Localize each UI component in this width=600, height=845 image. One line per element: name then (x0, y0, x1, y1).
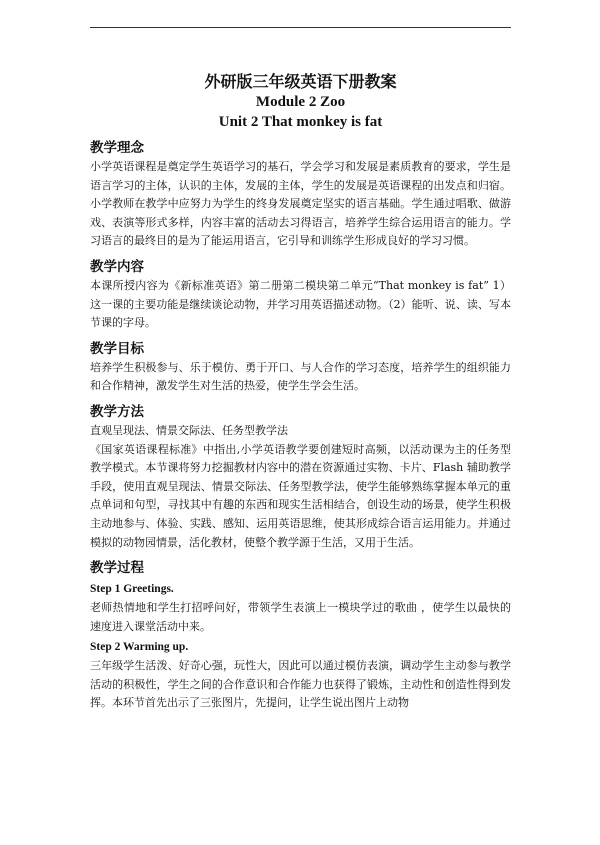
section-methods-list: 直观呈现法、情景交际法、任务型教学法 (90, 423, 288, 437)
header-rule (90, 27, 511, 28)
section-body-content: 本课所授内容为《新标准英语》第二册第二模块第二单元“That monkey is fat” 1）这一课的主要功能是继续谈论动物，并学习用英语描述动物。（2）能听、说、读、写本节课的字母。 (90, 278, 511, 330)
section-heading-philosophy: 教学理念 (90, 140, 144, 156)
step1-body: 老师热情地和学生打招呼问好，带领学生表演上一模块学过的歌曲 ，使学生以最快的速度进入课堂活动中来。 (90, 601, 511, 633)
section-heading-content: 教学内容 (90, 258, 144, 275)
section-heading-objectives: 教学目标 (90, 340, 144, 357)
document-title: 外研版三年级英语下册教案 (204, 72, 397, 91)
step2-body: 三年级学生活泼、好奇心强，玩性大，因此可以通过模仿表演，调动学生主动参与教学活动的积极性，学生之间的合作意识和合作能力也获得了锻炼，主动性和创造性得到发挥。本环节首先出示了三张图片，先提问，让学生说出图片上动物 (90, 659, 511, 710)
step2-title: Step 2 Warming up. (90, 641, 189, 654)
step1-title: Step 1 Greetings. (90, 583, 174, 596)
section-heading-methods: 教学方法 (90, 403, 144, 420)
section-body-objectives: 培养学生积极参与、乐于模仿、勇于开口、与人合作的学习态度，培养学生的组织能力和合作精神，激发学生对生活的热爱，使学生学会生活。 (90, 360, 511, 393)
document-page (90, 72, 511, 713)
module-title: Module 2 Zoo (255, 94, 346, 110)
unit-title: Unit 2 That monkey is fat (218, 114, 383, 130)
section-body-methods: 《国家英语课程标准》中指出,小学英语教学要创建短时高频，以活动课为主的任务型教学模式。本节课将努力挖掘教材内容中的潜在资源通过实物、卡片、Flash 辅助教学手段，使用直观呈现法、情景交际法、任务型教学法，使学生能够熟练掌握本单元的重点单词和句型，寻找其中有趣的东西和现实生活相结合，创设生动的场景，使学生积极主动地参与、体验、实践、感知、运用英语思维，使其形成综合语言运用能力。并通过模拟的动物园情景，活化教材，使整个教学源于生活，又用于生活。 (90, 442, 511, 549)
section-body-philosophy: 小学英语课程是奠定学生英语学习的基石，学会学习和发展是素质教育的要求，学生是语言学习的主体，认识的主体，发展的主体，学生的发展是英语课程的出发点和归宿。小学教师在教学中应努力为学生的终身发展奠定坚实的语言基础。学生通过唱歌、做游戏、表演等形式多样，内容丰富的活动去习得语言，培养学生综合运用语言的能力。学习语言的最终目的是为了能运用语言，它引导和训练学生形成良好的学习习惯。 (90, 160, 511, 248)
section-heading-process: 教学过程 (90, 560, 144, 577)
